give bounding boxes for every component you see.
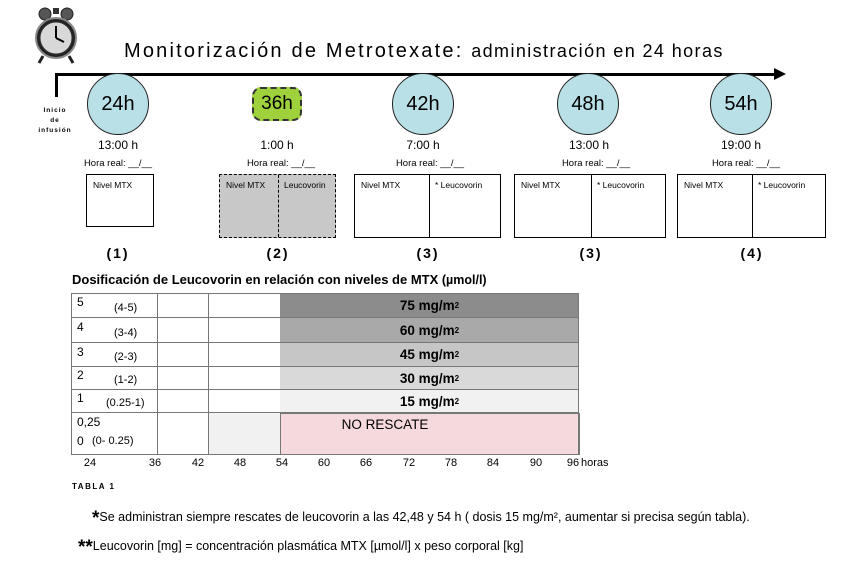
x-tick-label: 48 xyxy=(233,457,247,469)
level-number: 2 xyxy=(77,368,84,382)
x-tick-label: 42 xyxy=(191,457,205,469)
level-range: (0.25-1) xyxy=(106,397,145,409)
dose-value: 15 mg/m xyxy=(399,393,455,409)
timeline-arrow-icon xyxy=(774,68,786,80)
table-label: TABLA 1 xyxy=(72,482,116,491)
checkpoint-real-time: Hora real: __/__ xyxy=(561,158,631,169)
level-range: (3-4) xyxy=(114,327,138,339)
checkpoint-real-time: Hora real: __/__ xyxy=(711,158,781,169)
cell-nivel-mtx: Nivel MTX xyxy=(361,180,401,190)
dose-value: 30 mg/m xyxy=(399,370,455,386)
x-tick-label: 54 xyxy=(275,457,289,469)
x-tick-label: 96 xyxy=(566,457,580,469)
level-number: 4 xyxy=(77,320,84,334)
x-tick-label: 66 xyxy=(359,457,373,469)
no-rescue-area: NO RESCATE xyxy=(280,413,580,455)
table-column-divider xyxy=(157,293,158,455)
checkpoint-hour: 42h xyxy=(406,92,440,115)
checkpoint-number: (1) xyxy=(106,245,130,261)
dose-table-border xyxy=(71,293,579,455)
checkpoint-real-time: Hora real: __/__ xyxy=(246,158,316,169)
title-sub: administración en 24 horas xyxy=(471,41,724,61)
x-tick-label: 72 xyxy=(402,457,416,469)
footnote-text: Se administran siempre rescates de leucovorin a las 42,48 y 54 h ( dosis 15 mg/m², aumentar si precisa según tabla). xyxy=(99,510,750,524)
checkpoint-hour: 36h xyxy=(261,93,293,114)
checkpoint-54h-circle xyxy=(710,73,772,135)
checkpoint-number: (4) xyxy=(740,245,764,261)
x-axis-unit: horas xyxy=(581,457,609,469)
checkpoint-24h-box xyxy=(86,174,154,227)
x-tick-label: 84 xyxy=(486,457,500,469)
checkpoint-time: 7:00 h xyxy=(406,138,440,152)
x-tick-label: 60 xyxy=(317,457,331,469)
checkpoint-real-time: Hora real: __/__ xyxy=(83,158,153,169)
cell-leucovorin: * Leucovorin xyxy=(758,180,806,190)
cell-nivel-mtx: Nivel MTX xyxy=(226,180,266,190)
checkpoint-number: (3) xyxy=(416,245,440,261)
level-number: 0 xyxy=(77,434,84,448)
footnote-star: * xyxy=(92,508,100,529)
cell-leucovorin: * Leucovorin xyxy=(597,180,645,190)
checkpoint-54h-box xyxy=(677,174,826,238)
page-title xyxy=(124,40,724,63)
dose-exponent: 2 xyxy=(454,350,460,359)
title-main: Monitorización de Metrotexate: xyxy=(124,40,464,62)
table-title-text: Dosificación de Leucovorin en relación con niveles de MTX xyxy=(72,272,439,287)
checkpoint-42h-box xyxy=(354,174,501,238)
level-range: (4-5) xyxy=(114,302,138,314)
footnote-text: Leucovorin [mg] = concentración plasmática MTX [µmol/l] x peso corporal [kg] xyxy=(92,539,524,553)
checkpoint-36h-box xyxy=(219,174,336,238)
timeline-start-label xyxy=(32,106,78,136)
checkpoint-hour: 54h xyxy=(724,92,758,115)
level-number: 0,25 xyxy=(77,415,101,429)
start-label-line: infusión xyxy=(38,127,72,134)
start-label-line: de xyxy=(50,117,60,124)
checkpoint-36h-badge xyxy=(252,87,302,121)
x-tick-label: 24 xyxy=(83,457,97,469)
checkpoint-hour: 24h xyxy=(101,92,135,115)
level-number: 1 xyxy=(77,391,84,405)
footnote-2 xyxy=(78,537,523,559)
checkpoint-real-time: Hora real: __/__ xyxy=(395,158,465,169)
checkpoint-time: 19:00 h xyxy=(720,138,762,152)
checkpoint-48h-circle xyxy=(557,73,619,135)
dose-exponent: 2 xyxy=(454,396,460,406)
cell-leucovorin: Leucovorin xyxy=(284,180,326,190)
level-range: (2-3) xyxy=(114,351,138,363)
table-column-divider xyxy=(208,293,209,455)
x-tick-label: 36 xyxy=(148,457,162,469)
checkpoint-time: 13:00 h xyxy=(568,138,610,152)
cell-nivel-mtx: Nivel MTX xyxy=(521,180,561,190)
dose-value: 75 mg/m xyxy=(399,297,455,313)
dose-exponent: 2 xyxy=(454,300,460,310)
level-number: 3 xyxy=(77,345,84,359)
level-range: (0- 0.25) xyxy=(92,435,134,447)
dose-exponent: 2 xyxy=(454,325,460,335)
level-number: 5 xyxy=(77,295,84,309)
checkpoint-48h-box xyxy=(514,174,666,238)
checkpoint-number: (2) xyxy=(266,245,290,261)
alarm-clock-icon xyxy=(33,5,79,65)
checkpoint-time: 13:00 h xyxy=(97,138,139,152)
x-tick-label: 78 xyxy=(444,457,458,469)
checkpoint-number: (3) xyxy=(579,245,603,261)
footnote-1 xyxy=(92,508,750,530)
dose-value: 45 mg/m xyxy=(399,347,455,362)
checkpoint-24h-circle xyxy=(87,73,149,135)
timeline-start-tick xyxy=(55,73,58,97)
start-label-line: Inicio xyxy=(43,107,67,114)
dose-value: 60 mg/m xyxy=(399,322,455,338)
table-title xyxy=(72,272,487,287)
level-range: (1-2) xyxy=(114,374,138,386)
cell-nivel-mtx: Nivel MTX xyxy=(684,180,724,190)
footnote-star: ** xyxy=(78,537,93,558)
cell-leucovorin: * Leucovorin xyxy=(435,180,483,190)
x-tick-label: 90 xyxy=(529,457,543,469)
checkpoint-hour: 48h xyxy=(571,92,605,115)
checkpoint-42h-circle xyxy=(392,73,454,135)
checkpoint-time: 1:00 h xyxy=(260,138,294,152)
dose-exponent: 2 xyxy=(454,373,460,383)
table-title-unit: (µmol/l) xyxy=(441,273,487,287)
cell-nivel-mtx: Nivel MTX xyxy=(93,180,133,190)
